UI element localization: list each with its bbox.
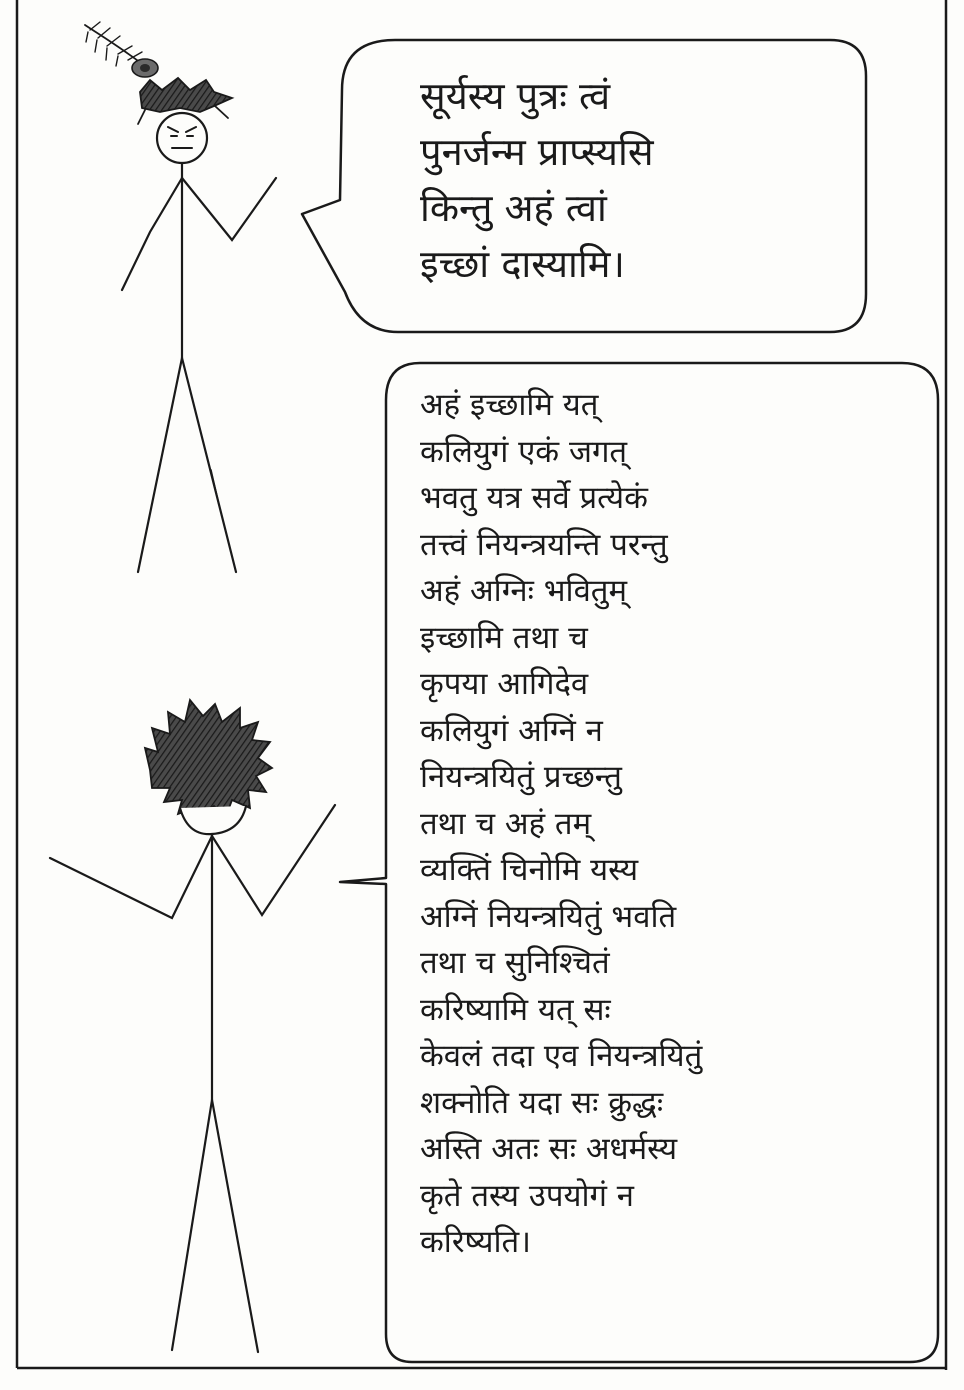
speech-line: तथा च अहं तम् [420,805,592,842]
speech-line: केवलं तदा एव नियन्त्रयितुं [420,1038,703,1074]
speech-line: किन्तु अहं त्वां [420,186,607,230]
speech-line: कलियुगं एकं जगत् [420,433,628,470]
speech-line: करिष्यति। [420,1224,531,1260]
top-character-stick-figure [85,22,276,572]
speech-line: सूर्यस्य पुत्रः त्वं [420,74,611,118]
speech-line: शक्नोति यदा सः क्रुद्धः [420,1084,664,1121]
bottom-character-head [180,806,246,834]
speech-line: अग्निं नियन्त्रयितुं भवति [420,898,677,935]
speech-line: नियन्त्रयितुं प्रच्छन्तु [420,759,622,795]
speech-line: करिष्यामि यत् सः [420,991,611,1028]
speech-line: तथा च सुनिश्चितं [420,945,610,981]
speech-line: कृपया आगिदेव [420,666,589,702]
speech-line: पुनर्जन्म प्राप्स्यसि [420,130,654,174]
speech-bubble-bottom-text [420,382,702,1266]
speech-line: व्यक्तिं चिनोमि यस्य [420,852,639,888]
speech-line: अस्ति अतः सः अधर्मस्य [420,1131,678,1167]
top-character-head [157,113,207,163]
speech-line: अहं इच्छामि यत् [420,387,599,423]
speech-line: तत्त्वं नियन्त्रयन्ति परन्तु [420,526,668,563]
speech-line: इच्छामि तथा च [420,619,588,656]
speech-bubble-top-text [420,68,654,292]
spiky-hair-icon [145,700,272,818]
speech-line: कलियुगं अग्निं न [420,712,603,749]
speech-line: इच्छां दास्यामि। [420,242,625,286]
speech-line: कृते तस्य उपयोगं न [420,1177,635,1214]
peacock-feather-icon [85,22,158,77]
speech-line: भवतु यत्र सर्वे प्रत्येकं [420,480,648,516]
bottom-character-stick-figure [50,700,335,1352]
speech-line: अहं अग्निः भवितुम् [420,573,628,609]
